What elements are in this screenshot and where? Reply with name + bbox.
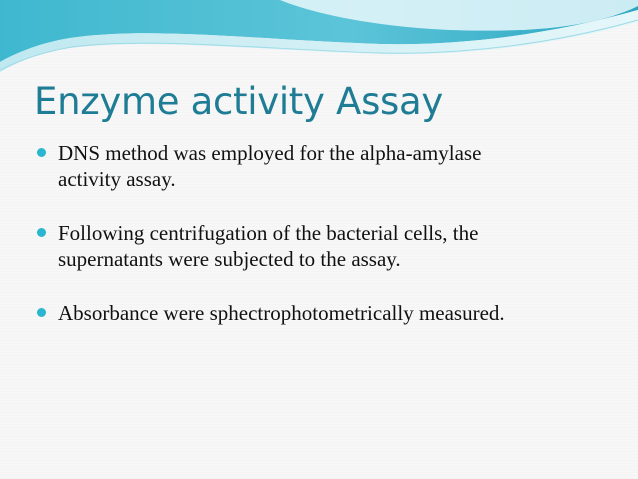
bullet-dot-icon [37, 228, 46, 237]
bullet-list [36, 140, 596, 326]
slide-title: Enzyme activity Assay [34, 80, 443, 123]
bullet-text-line: Absorbance were sphectrophotometrically measured. [58, 301, 505, 325]
bullet-dot-icon [37, 148, 46, 157]
bullet-text-line: supernatants were subjected to the assay. [58, 247, 401, 271]
bullet-text-line: DNS method was employed for the alpha-amylase [58, 141, 482, 165]
bullet-dot-icon [37, 308, 46, 317]
bullet-item [36, 140, 596, 192]
bullet-item [36, 300, 596, 326]
bullet-text-line: activity assay. [58, 167, 176, 191]
bullet-text-line: Following centrifugation of the bacterial cells, the [58, 221, 479, 245]
decorative-wave-header [0, 0, 638, 80]
bullet-item [36, 220, 596, 272]
